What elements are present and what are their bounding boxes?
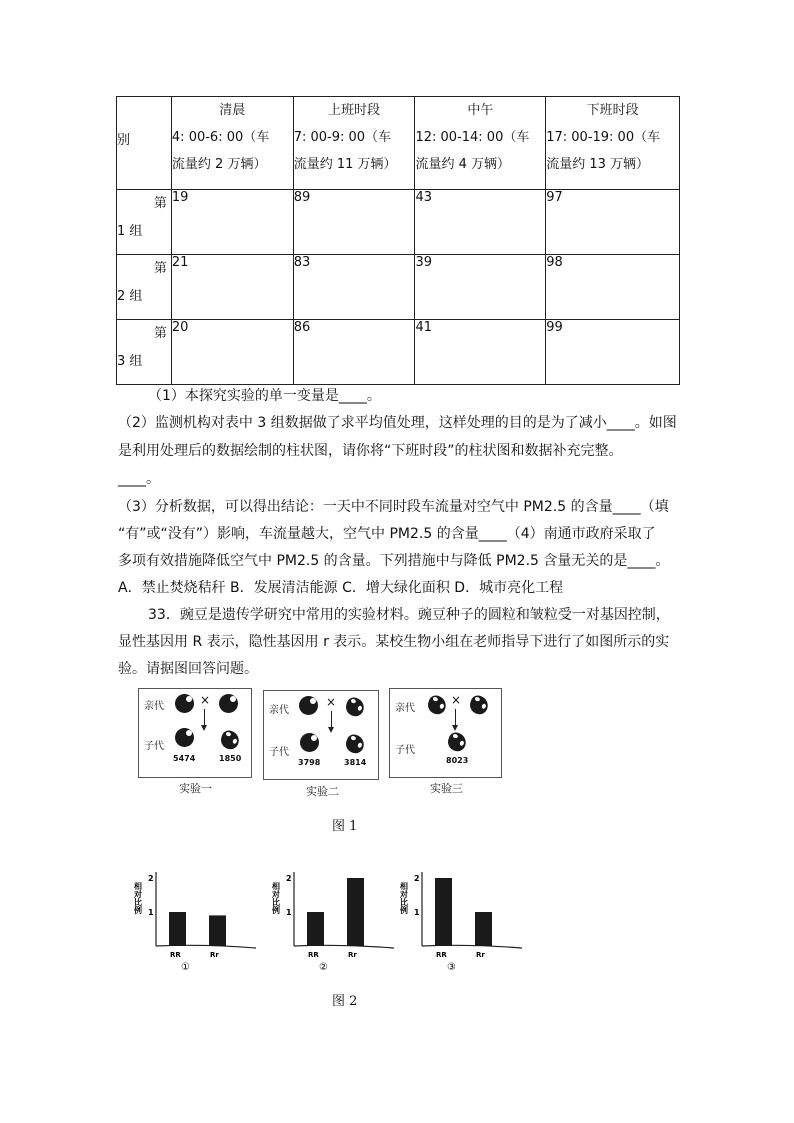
figure-2-caption: 图 2: [332, 994, 358, 1009]
table-row: [117, 190, 680, 255]
column-traffic: 流量约 13 万辆）: [546, 157, 650, 172]
tick-label: 2: [286, 874, 292, 883]
experiment-2-box: [263, 690, 379, 780]
experiment-2-caption: 实验二: [306, 785, 339, 798]
wrinkled-pea-icon: [467, 693, 490, 716]
y-axis-label: 相对比例: [399, 882, 409, 914]
value-cell: 98: [546, 255, 680, 320]
column-time: 17: 00-19: 00（车: [546, 130, 661, 145]
corner-label: 别: [117, 133, 131, 148]
bar: [435, 878, 452, 946]
offspring-count: 5474: [173, 754, 196, 763]
wrinkled-pea-icon: [218, 728, 241, 751]
value-cell: 20: [171, 320, 293, 385]
question-3-line1: （3）分析数据，可以得出结论：一天中不同时段车流量对空气中 PM2.5 的含量____（填: [118, 499, 669, 515]
group-label: 第: [153, 261, 167, 276]
bar: [307, 912, 324, 946]
column-title: 中午: [467, 103, 494, 118]
value-cell: 83: [293, 255, 415, 320]
question-1: （1）本探究实验的单一变量是____。: [148, 388, 381, 404]
category-label: RR: [170, 951, 181, 959]
offspring-count: 3814: [344, 758, 367, 767]
group-label: 3 组: [117, 354, 143, 369]
child-label: 子代: [144, 741, 164, 752]
group-cell: [117, 255, 172, 320]
bar: [475, 912, 492, 946]
value-cell: 39: [415, 255, 546, 320]
group-label: 2 组: [117, 289, 143, 304]
column-title: 清晨: [219, 103, 246, 118]
parent-label: 亲代: [395, 703, 415, 714]
value-cell: 99: [546, 320, 680, 385]
experiment-1-caption: 实验一: [179, 782, 212, 795]
arrow-down-icon: [331, 711, 332, 731]
category-label: Rr: [210, 951, 219, 959]
group-label: 第: [153, 196, 167, 211]
figure-2-charts: [130, 862, 530, 972]
parent-label: 亲代: [144, 701, 164, 712]
category-label: Rr: [348, 951, 357, 959]
column-traffic: 流量约 4 万辆）: [415, 157, 511, 172]
panel-number: ②: [319, 962, 328, 972]
header-cell: [293, 97, 415, 190]
arrow-down-icon: [204, 709, 205, 729]
table-header-row: [117, 97, 680, 190]
value-cell: 21: [171, 255, 293, 320]
value-cell: 43: [415, 190, 546, 255]
table-row: [117, 255, 680, 320]
group-cell: [117, 320, 172, 385]
value-cell: 19: [171, 190, 293, 255]
column-title: 上班时段: [328, 103, 381, 118]
bar: [209, 915, 226, 946]
offspring-count: 3798: [298, 758, 321, 767]
arrow-down-icon: [455, 709, 456, 729]
round-pea-icon: [175, 728, 194, 747]
header-cell: [171, 97, 293, 190]
offspring-count: 8023: [446, 756, 469, 765]
table-row: [117, 320, 680, 385]
parent-label: 亲代: [269, 705, 289, 716]
experiment-3-box: [389, 688, 502, 778]
column-time: 12: 00-14: 00（车: [415, 130, 530, 145]
column-traffic: 流量约 11 万辆）: [293, 157, 397, 172]
answer-options: A．禁止焚烧秸秆 B．发展清洁能源 C．增大绿化面积 D．城市亮化工程: [118, 580, 564, 596]
tick-label: 2: [414, 874, 420, 883]
tick-label: 1: [148, 908, 154, 917]
tick-label: 1: [286, 908, 292, 917]
question-33-line2: 显性基因用 R 表示，隐性基因用 r 表示。某校生物小组在老师指导下进行了如图所示的实: [118, 634, 670, 650]
question-2-line1: （2）监测机构对表中 3 组数据做了求平均值处理，这样处理的目的是为了减小____。如图: [118, 415, 677, 431]
wrinkled-pea-icon: [425, 693, 448, 716]
category-label: RR: [308, 951, 319, 959]
header-cell: [415, 97, 546, 190]
figure-1-caption: 图 1: [332, 819, 358, 834]
question-3-line2: “有”或“没有”）影响，车流量越大，空气中 PM2.5 的含量____（4）南通市政府采取了: [118, 526, 656, 542]
panel-number: ①: [181, 962, 190, 972]
round-pea-icon: [300, 733, 319, 752]
question-2-line2: 是利用处理后的数据绘制的柱状图，请你将“下班时段”的柱状图和数据补充完整。: [118, 443, 623, 459]
value-cell: 41: [415, 320, 546, 385]
child-label: 子代: [269, 747, 289, 758]
column-traffic: 流量约 2 万辆）: [171, 157, 267, 172]
value-cell: 97: [546, 190, 680, 255]
group-label: 第: [153, 326, 167, 341]
question-3-line3: 多项有效措施降低空气中 PM2.5 的含量。下列措施中与降低 PM2.5 含量无关的是____。: [118, 553, 670, 569]
cross-symbol: ×: [200, 693, 211, 707]
value-cell: 89: [293, 190, 415, 255]
offspring-count: 1850: [219, 754, 242, 763]
column-time: 4: 00-6: 00（车: [171, 130, 270, 145]
panel-number: ③: [447, 962, 456, 972]
round-pea-icon: [219, 694, 238, 713]
round-pea-icon: [299, 696, 318, 715]
question-33-line3: 验。请据图回答问题。: [118, 661, 258, 677]
column-title: 下班时段: [586, 103, 639, 118]
group-label: 1 组: [117, 224, 143, 239]
table-corner-cell: [117, 97, 172, 190]
y-axis-label: 相对比例: [271, 882, 281, 914]
category-label: Rr: [476, 951, 485, 959]
category-label: RR: [436, 951, 447, 959]
experiment-1-box: [138, 688, 252, 778]
wrinkled-pea-icon: [445, 730, 468, 753]
round-pea-icon: [175, 694, 194, 713]
child-label: 子代: [395, 745, 415, 756]
question-2-line3: ____。: [118, 471, 160, 487]
bar: [347, 878, 364, 946]
wrinkled-pea-icon: [343, 695, 366, 718]
cross-symbol: ×: [451, 693, 462, 707]
traffic-pm25-table: [116, 96, 680, 385]
tick-label: 2: [148, 874, 154, 883]
header-cell: [546, 97, 680, 190]
question-33-line1: 33．豌豆是遗传学研究中常用的实验材料。豌豆种子的圆粒和皱粒受一对基因控制，: [148, 607, 670, 623]
wrinkled-pea-icon: [343, 732, 366, 755]
y-axis-label: 相对比例: [133, 882, 143, 914]
experiment-3-caption: 实验三: [430, 782, 463, 795]
group-cell: [117, 190, 172, 255]
bar: [169, 912, 186, 946]
column-time: 7: 00-9: 00（车: [293, 130, 392, 145]
tick-label: 1: [414, 908, 420, 917]
cross-symbol: ×: [326, 695, 337, 709]
value-cell: 86: [293, 320, 415, 385]
